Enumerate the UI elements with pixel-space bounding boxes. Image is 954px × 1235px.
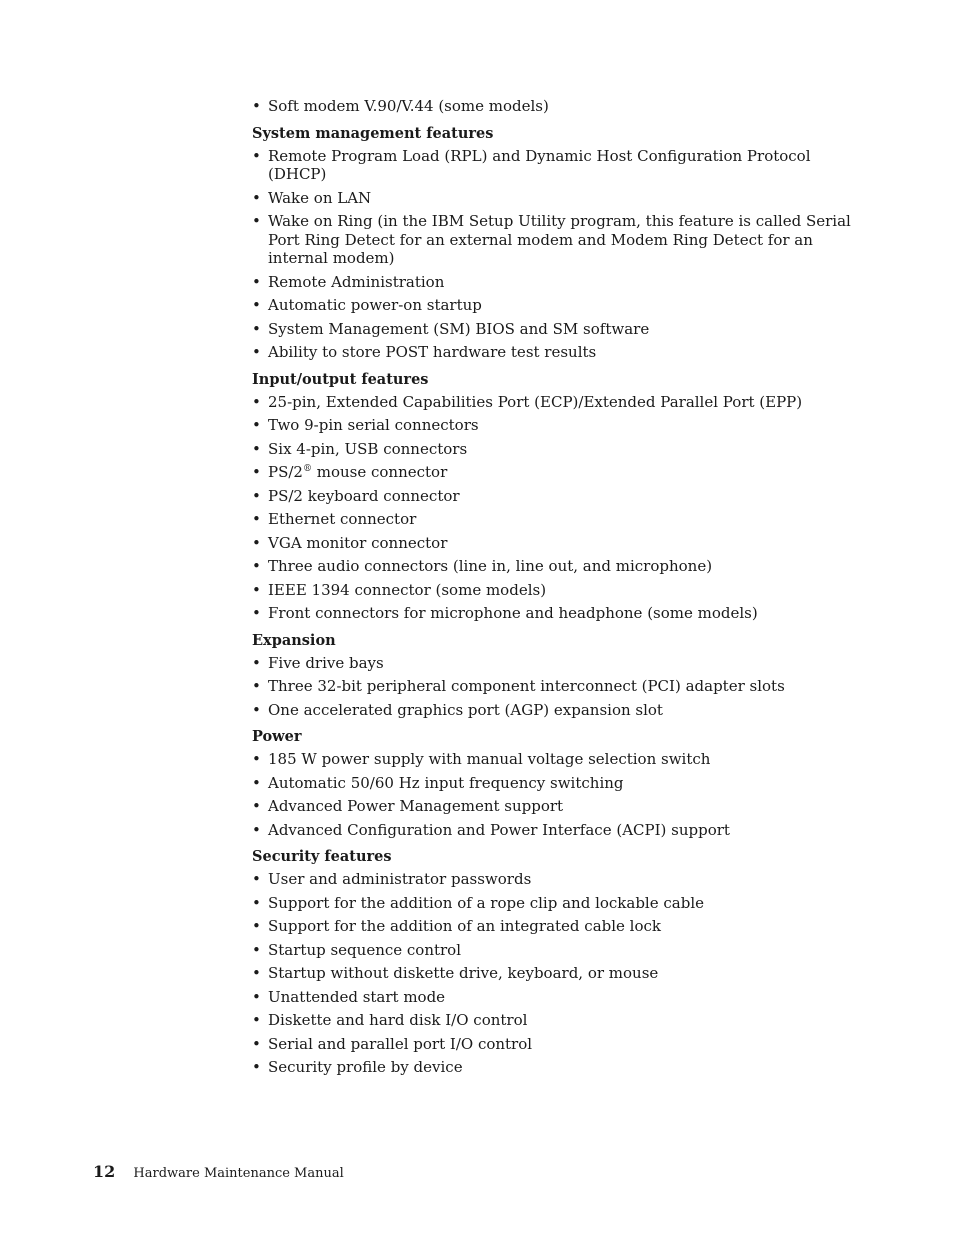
list-item	[252, 677, 852, 696]
list-item-text: Advanced Configuration and Power Interface (ACPI) support	[268, 820, 730, 839]
list-item-text: Ability to store POST hardware test results	[268, 343, 597, 361]
list-item	[252, 212, 852, 268]
feature-section	[252, 632, 852, 720]
manual-title: Hardware Maintenance Manual	[133, 1166, 344, 1181]
feature-section	[252, 125, 852, 362]
list-item-text: PS/2 keyboard connector	[268, 486, 460, 505]
bullet-marker: •	[252, 296, 261, 314]
list-item	[252, 393, 852, 412]
list-item-text: User and administrator passwords	[268, 870, 532, 888]
page-number: 12	[93, 1162, 116, 1181]
list-item	[252, 296, 852, 315]
bullet-marker: •	[252, 272, 261, 291]
bullet-marker: •	[252, 1034, 261, 1053]
list-item-text: Remote Program Load (RPL) and Dynamic Host Configuration Protocol (DHCP)	[268, 146, 811, 183]
bullet-marker: •	[252, 964, 261, 982]
feature-section	[252, 728, 852, 839]
list-item-text: Automatic power-on startup	[268, 296, 482, 314]
list-item	[252, 964, 852, 983]
list-item	[252, 797, 852, 816]
list-item	[252, 988, 852, 1007]
section-heading: System management features	[252, 124, 494, 142]
list-item-text: Six 4-pin, USB connectors	[268, 439, 468, 458]
list-item-text: Advanced Power Management support	[268, 797, 564, 815]
bullet-marker: •	[252, 392, 261, 411]
list-item-text: Support for the addition of an integrated cable lock	[268, 917, 662, 935]
list-item	[252, 1058, 852, 1077]
list-item-text: Startup sequence control	[268, 940, 462, 959]
bullet-marker: •	[252, 343, 261, 361]
bullet-marker: •	[252, 917, 261, 935]
list-item	[252, 941, 852, 960]
section-heading: Power	[252, 728, 302, 745]
bullet-marker: •	[252, 319, 261, 338]
list-item-text: PS/2® mouse connector	[268, 463, 448, 481]
list-item	[252, 534, 852, 553]
list-item	[252, 870, 852, 889]
list-item-text: Support for the addition of a rope clip and lockable cable	[268, 893, 704, 912]
feature-section	[252, 371, 852, 623]
list-item	[252, 654, 852, 673]
list-item	[252, 701, 852, 720]
bullet-marker: •	[252, 580, 261, 599]
list-item-text: Security profile by device	[268, 1058, 463, 1076]
bullet-marker: •	[252, 940, 261, 959]
bullet-marker: •	[252, 188, 261, 207]
bullet-marker: •	[252, 1058, 261, 1076]
bullet-marker: •	[252, 797, 261, 815]
bullet-marker: •	[252, 870, 261, 888]
page-content	[252, 97, 852, 1082]
feature-list	[252, 147, 852, 362]
list-item	[252, 343, 852, 362]
bullet-marker: •	[252, 750, 261, 768]
list-item	[252, 1035, 852, 1054]
list-item-text: Three audio connectors (line in, line out, and microphone)	[268, 557, 713, 575]
intro-list	[252, 97, 852, 116]
list-item-text: System Management (SM) BIOS and SM software	[268, 319, 650, 338]
list-item	[252, 147, 852, 184]
bullet-marker: •	[252, 893, 261, 912]
bullet-marker: •	[252, 987, 261, 1006]
bullet-marker: •	[252, 1011, 261, 1029]
list-item	[252, 821, 852, 840]
list-item	[252, 487, 852, 506]
bullet-marker: •	[252, 97, 261, 115]
list-item-text: Wake on LAN	[268, 188, 372, 207]
feature-list	[252, 870, 852, 1077]
list-item-text: Serial and parallel port I/O control	[268, 1034, 533, 1053]
feature-list	[252, 654, 852, 720]
list-item	[252, 604, 852, 623]
registered-mark: ®	[302, 464, 312, 474]
list-item-text: Unattended start mode	[268, 987, 446, 1006]
bullet-marker: •	[252, 653, 261, 672]
list-item	[252, 581, 852, 600]
section-heading: Security features	[252, 848, 392, 865]
list-item-text: Ethernet connector	[268, 510, 417, 528]
list-item	[252, 510, 852, 529]
list-item-text: Soft modem V.90/V.44 (some models)	[268, 97, 549, 115]
list-item-text: VGA monitor connector	[268, 533, 448, 552]
bullet-marker: •	[252, 533, 261, 552]
list-item-text: Five drive bays	[268, 653, 384, 672]
list-item-text: Diskette and hard disk I/O control	[268, 1011, 528, 1029]
list-item	[252, 894, 852, 913]
bullet-marker: •	[252, 820, 261, 839]
section-heading: Expansion	[252, 631, 336, 649]
bullet-marker: •	[252, 146, 261, 165]
feature-section	[252, 848, 852, 1077]
list-item-text: IEEE 1394 connector (some models)	[268, 580, 547, 599]
list-item	[252, 774, 852, 793]
list-item-text: Two 9-pin serial connectors	[268, 416, 479, 434]
bullet-marker: •	[252, 486, 261, 505]
bullet-marker: •	[252, 463, 261, 481]
bullet-marker: •	[252, 700, 261, 719]
feature-sections	[252, 125, 852, 1077]
bullet-marker: •	[252, 510, 261, 528]
bullet-marker: •	[252, 557, 261, 575]
list-item	[252, 273, 852, 292]
list-item	[252, 189, 852, 208]
page-footer	[93, 1162, 344, 1181]
list-item-text: Front connectors for microphone and headphone (some models)	[268, 604, 758, 622]
list-item	[252, 917, 852, 936]
list-item	[252, 1011, 852, 1030]
list-item	[252, 416, 852, 435]
bullet-marker: •	[252, 604, 261, 622]
bullet-marker: •	[252, 212, 261, 230]
list-item-text: 185 W power supply with manual voltage selection switch	[268, 750, 711, 768]
list-item-text: 25-pin, Extended Capabilities Port (ECP)/Extended Parallel Port (EPP)	[268, 392, 803, 411]
list-item	[252, 750, 852, 769]
feature-list	[252, 750, 852, 839]
section-heading: Input/output features	[252, 370, 429, 388]
list-item-text: One accelerated graphics port (AGP) expansion slot	[268, 700, 663, 719]
list-item-text: Startup without diskette drive, keyboard, or mouse	[268, 964, 659, 982]
bullet-marker: •	[252, 677, 261, 695]
bullet-marker: •	[252, 439, 261, 458]
bullet-marker: •	[252, 416, 261, 434]
list-item-text: Three 32-bit peripheral component interconnect (PCI) adapter slots	[268, 677, 785, 695]
list-item	[252, 320, 852, 339]
list-item	[252, 557, 852, 576]
list-item-text: Remote Administration	[268, 272, 445, 291]
feature-list	[252, 393, 852, 623]
list-item	[252, 440, 852, 459]
list-item	[252, 463, 852, 482]
list-item-text: Automatic 50/60 Hz input frequency switching	[268, 773, 624, 792]
list-item	[252, 97, 852, 116]
bullet-marker: •	[252, 773, 261, 792]
list-item-text: Wake on Ring (in the IBM Setup Utility program, this feature is called Serial Port Ring Detect for an external modem and Modem Ring Detect for an internal modem)	[268, 212, 851, 267]
